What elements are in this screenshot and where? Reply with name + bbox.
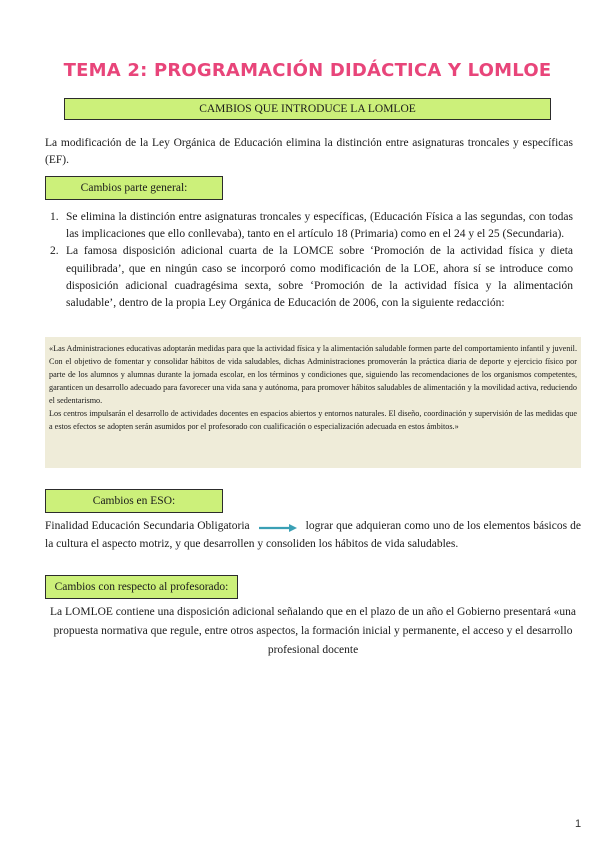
section-header-general: Cambios parte general: bbox=[45, 176, 223, 200]
section-header-profesorado: Cambios con respecto al profesorado: bbox=[45, 575, 238, 599]
list-item-number: 2. bbox=[50, 245, 59, 258]
right-arrow-icon bbox=[258, 521, 298, 531]
list-item-text: La famosa disposición adicional cuarta de la LOMCE sobre ‘Promoción de la actividad física y dieta equilibrada’, que en ningún caso se incorporó como modificación de la LOE, ahora sí se introduce como disposición adicional cuadragésima sexta, sobre ‘Promoción de la actividad física y la alimentación saludable’, dentro de la propia Ley Orgánica de Educación de 2006, con la siguiente redacción: bbox=[66, 245, 573, 310]
eso-label: Finalidad Educación Secundaria Obligatoria bbox=[45, 520, 250, 532]
quote-paragraph-2: Los centros impulsarán el desarrollo de actividades docentes en espacios abiertos y entornos naturales. El diseño, coordinación y supervisión de las medidas que a estos efectos se adopten serán asumidos por el profesorado con cualificación o especialización adecuada en estos ámbitos.» bbox=[49, 409, 577, 431]
page-number: 1 bbox=[575, 818, 582, 830]
general-changes-list bbox=[50, 209, 573, 312]
section-header-eso: Cambios en ESO: bbox=[45, 489, 223, 513]
profesorado-paragraph: La LOMLOE contiene una disposición adicional señalando que en el plazo de un año el Gobierno presentará «una propuesta normativa que regule, entre otros aspectos, la formación inicial y permanente, el acceso y el desarrollo profesional docente bbox=[50, 606, 576, 656]
list-item bbox=[50, 243, 573, 312]
law-quote-block bbox=[45, 337, 581, 468]
eso-paragraph bbox=[45, 517, 581, 553]
list-item bbox=[50, 209, 573, 243]
quote-paragraph-1: «Las Administraciones educativas adoptarán medidas para que la actividad física y la alimentación saludable formen parte del comportamiento infantil y juvenil. Con el objetivo de fomentar y consolidar hábitos de vida saludables, dichas Administraciones promoverán la práctica diaria de deporte y ejercicio físico por parte de los alumnos y alumnas durante la jornada escolar, en los términos y condiciones que, siguiendo las recomendaciones de los organismos competentes, garanticen un desarrollo adecuado para favorecer una vida sana y autónoma, para promover hábitos saludables de alimentación y la movilidad activa, reduciendo el sedentarismo. bbox=[49, 344, 577, 405]
page-title: TEMA 2: PROGRAMACIÓN DIDÁCTICA Y LOMLOE bbox=[63, 60, 552, 81]
list-item-text: Se elimina la distinción entre asignaturas troncales y específicas, (Educación Física a las segundas, con todas las implicaciones que ello conllevaba), tanto en el artículo 18 (Primaria) como en el 24 y el 25 (Secundaria). bbox=[66, 211, 573, 241]
eso-text: lograr que adquieran como uno de los elementos básicos de la cultura el aspecto motriz, y que desarrollen y consoliden los hábitos de vida saludables. bbox=[45, 520, 581, 550]
list-item-number: 1. bbox=[50, 211, 59, 223]
intro-paragraph: La modificación de la Ley Orgánica de Educación elimina la distinción entre asignaturas troncales y específicas (EF). bbox=[45, 137, 573, 166]
section-header-main: CAMBIOS QUE INTRODUCE LA LOMLOE bbox=[64, 98, 551, 120]
